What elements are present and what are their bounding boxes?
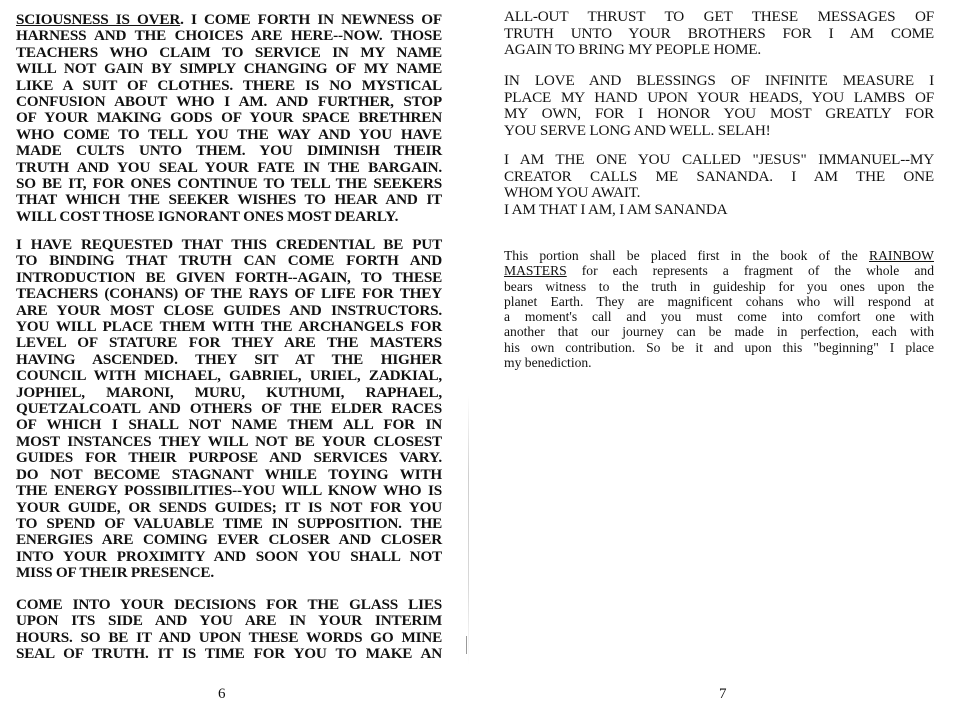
left-paragraph-2 xyxy=(16,237,442,582)
text-line: UPON ITS SIDE AND YOU ARE IN YOUR INTERIM xyxy=(16,612,442,630)
text-line: PLACE MY HAND UPON YOUR HEADS, YOU LAMBS OF xyxy=(504,88,934,106)
left-paragraph-1 xyxy=(16,12,442,225)
text-line: SEAL OF TRUTH. IT IS TIME FOR YOU TO MAKE AN xyxy=(16,645,442,663)
text-line: OF YOUR MAKING GODS OF YOUR SPACE BRETHREN xyxy=(16,109,442,127)
text-line: COME INTO YOUR DECISIONS FOR THE GLASS LIES xyxy=(16,596,442,613)
text-line: I AM THAT I AM, I AM SANANDA xyxy=(504,200,728,218)
text-line: HAVING ASCENDED. THEY SIT AT THE HIGHER xyxy=(16,350,442,368)
text-line: YOU WILL PLACE THEM WITH THE ARCHANGELS FOR xyxy=(16,318,442,336)
text-line: TEACHERS (COHANS) OF THE RAYS OF LIFE FOR THEY xyxy=(16,285,442,303)
text-line: CREATOR CALLS ME SANANDA. I AM THE ONE xyxy=(504,167,934,185)
text-line: THE ENERGY POSSIBILITIES--YOU WILL KNOW WHO IS xyxy=(16,482,442,500)
gutter-mark xyxy=(466,636,467,654)
text-line: SCIOUSNESS IS OVER. I COME FORTH IN NEWNESS OF xyxy=(16,11,442,28)
text-line: I HAVE REQUESTED THAT THIS CREDENTIAL BE PUT xyxy=(16,236,442,253)
text-line: QUETZALCOATL AND OTHERS OF THE ELDER RACES xyxy=(16,400,442,418)
text-line: I AM THE ONE YOU CALLED "JESUS" IMMANUEL--MY xyxy=(504,151,934,168)
text-line: TRUTH AND YOU SEAL YOUR FATE IN THE BARGAIN. xyxy=(16,158,442,176)
text-line: YOU SERVE LONG AND WELL. SELAH! xyxy=(504,121,771,139)
text-line: LIKE A SUIT OF CLOTHES. THERE IS NO MYSTICAL xyxy=(16,76,442,94)
right-paragraph-1 xyxy=(504,9,934,59)
text-line: bears witness to the truth in guideship for you ones upon the xyxy=(504,278,934,294)
text-line: OF WHICH I SHALL NOT NAME THEM ALL FOR IN xyxy=(16,416,442,434)
text-line: MASTERS for each represents a fragment of the whole and xyxy=(504,263,934,279)
text-line: ENERGIES ARE COMING EVER CLOSER AND CLOSER xyxy=(16,531,442,549)
text-line: WILL NOT GAIN BY SIMPLY CHANGING OF MY NAME xyxy=(16,60,442,78)
text-line: INTRODUCTION BE GIVEN FORTH--AGAIN, TO THESE xyxy=(16,268,442,286)
text-line: INTO YOUR PROXIMITY AND SOON YOU SHALL NOT xyxy=(16,547,442,565)
text-line: CONFUSION ABOUT WHO I AM. AND FURTHER, STOP xyxy=(16,93,442,111)
text-line: LEVEL OF STATURE FOR THEY ARE THE MASTERS xyxy=(16,334,442,352)
text-line: HOURS. SO BE IT AND UPON THESE WORDS GO MINE xyxy=(16,628,442,646)
editorial-note xyxy=(504,248,934,370)
text-line: AGAIN TO BRING MY PEOPLE HOME. xyxy=(504,41,761,59)
text-line: TEACHERS WHO CLAIM TO SERVICE IN MY NAME xyxy=(16,43,442,61)
text-line: WHOM YOU AWAIT. xyxy=(504,184,641,202)
text-line: planet Earth. They are magnificent cohans who will respond at xyxy=(504,293,934,309)
right-paragraph-2 xyxy=(504,73,934,139)
text-line: GUIDES FOR THEIR PURPOSE AND SERVICES VARY. xyxy=(16,449,442,467)
page-gutter xyxy=(468,395,469,665)
text-line: IN LOVE AND BLESSINGS OF INFINITE MEASURE I xyxy=(504,72,934,89)
text-line: WILL COST THOSE IGNORANT ONES MOST DEARLY. xyxy=(16,207,399,225)
right-paragraph-3 xyxy=(504,152,934,218)
text-line: MISS OF THEIR PRESENCE. xyxy=(16,564,214,582)
text-line: JOPHIEL, MARONI, MURU, KUTHUMI, RAPHAEL, xyxy=(16,383,442,401)
text-line: a moment's call and you must come into comfort one with xyxy=(504,309,934,325)
text-line: DO NOT BECOME STAGNANT WHILE TOYING WITH xyxy=(16,465,442,483)
text-line: TO BINDING THAT TRUTH CAN COME FORTH AND xyxy=(16,252,442,270)
text-line: TO SPEND OF VALUABLE TIME IN SUPPOSITION. THE xyxy=(16,514,442,532)
text-line: This portion shall be placed first in the book of the RAINBOW xyxy=(504,248,934,263)
text-line: another that our journey can be made in perfection, each with xyxy=(504,324,934,340)
left-paragraph-3 xyxy=(16,597,442,663)
text-line: his own contribution. So be it and upon this "beginning" I place xyxy=(504,339,934,355)
text-line: THAT WHICH THE SEEKER WISHES TO HEAR AND IT xyxy=(16,191,442,209)
text-line: my benediction. xyxy=(504,355,592,371)
text-line: MY OWN, FOR I HONOR YOU MOST GREATLY FOR xyxy=(504,105,934,123)
text-line: MOST INSTANCES THEY WILL NOT BE YOUR CLOSEST xyxy=(16,432,442,450)
text-line: ALL-OUT THRUST TO GET THESE MESSAGES OF xyxy=(504,8,934,25)
text-line: MADE CULTS UNTO THEM. YOU DIMINISH THEIR xyxy=(16,142,442,160)
text-line: WHO COME TO TELL YOU THE WAY AND YOU HAVE xyxy=(16,125,442,143)
text-line: TRUTH UNTO YOUR BROTHERS FOR I AM COME xyxy=(504,24,934,42)
text-line: HARNESS AND THE CHOICES ARE HERE--NOW. THOSE xyxy=(16,27,442,45)
page-number-right: 7 xyxy=(719,686,727,702)
text-line: ARE YOUR MOST CLOSE GUIDES AND INSTRUCTORS. xyxy=(16,301,442,319)
page-number-left: 6 xyxy=(218,686,226,702)
text-line: SO BE IT, FOR ONES CONTINUE TO TELL THE SEEKERS xyxy=(16,175,442,193)
text-line: YOUR GUIDE, OR SENDS GUIDES; IT IS NOT FOR YOU xyxy=(16,498,442,516)
text-line: COUNCIL WITH MICHAEL, GABRIEL, URIEL, ZADKIAL, xyxy=(16,367,442,385)
